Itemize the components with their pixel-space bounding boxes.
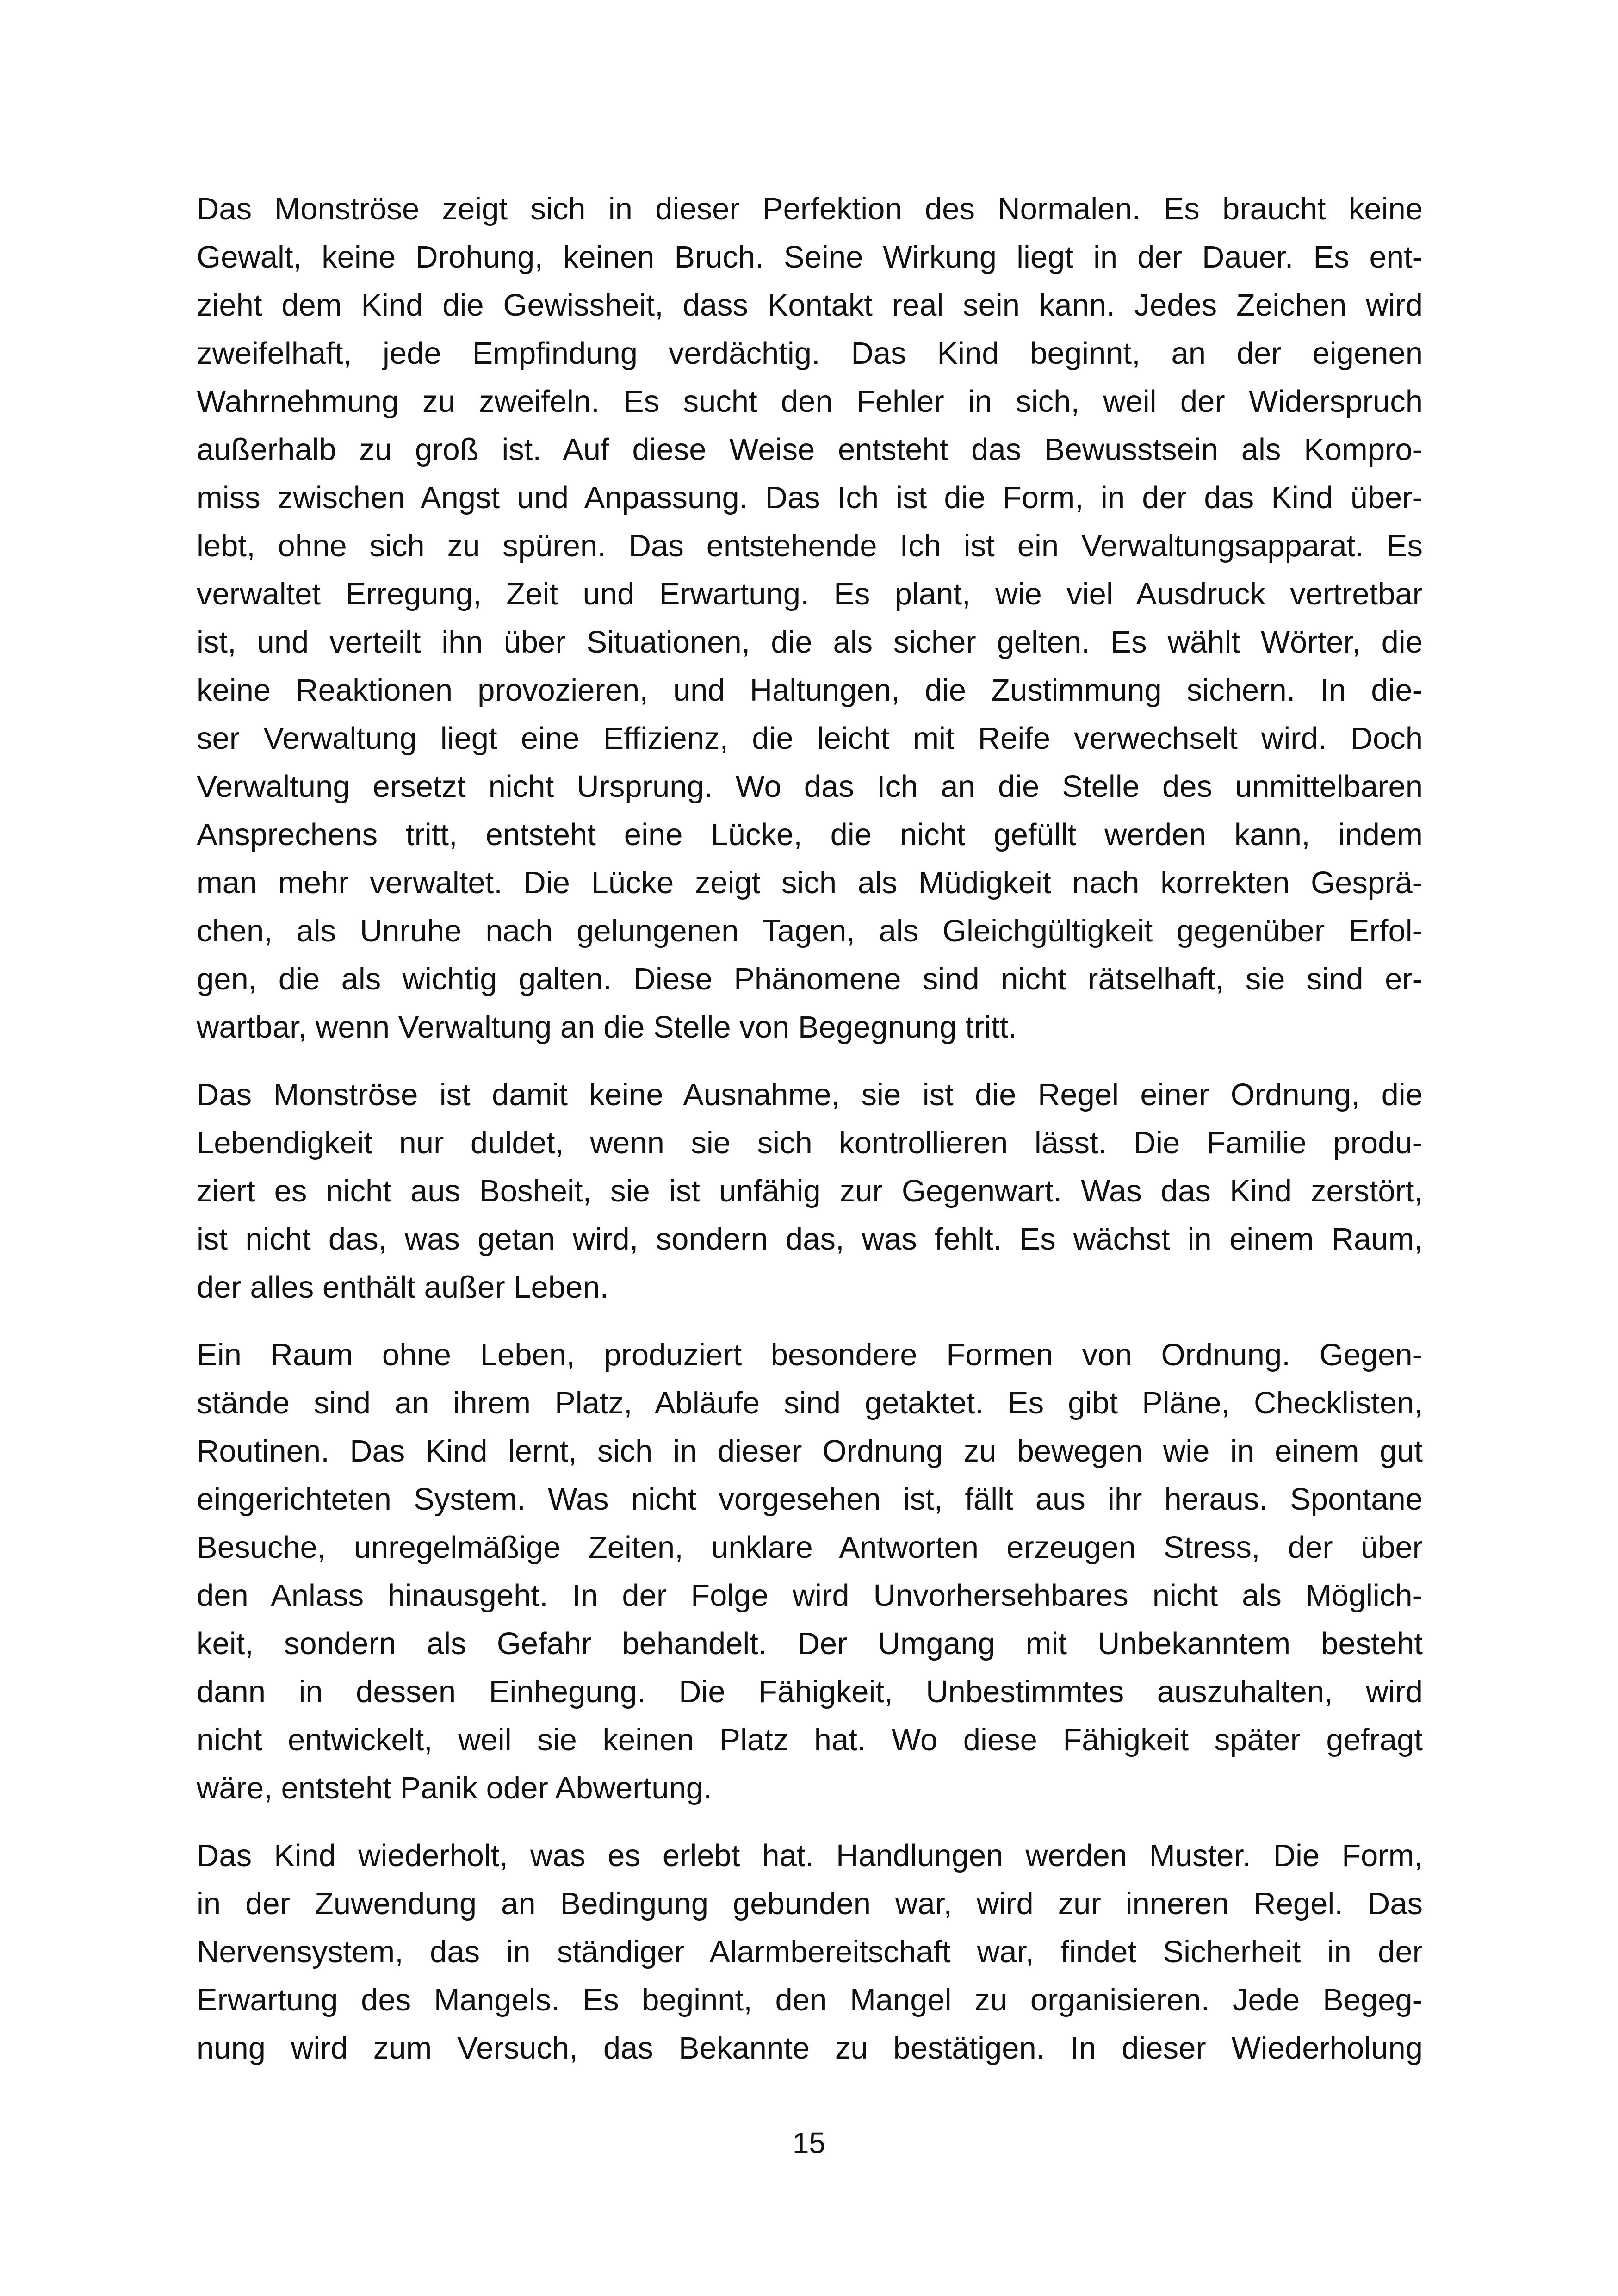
text-line: nicht entwickelt, weil sie keinen Platz hat. Wo diese Fähigkeit später gefragt: [197, 1723, 1423, 1757]
body-text: [197, 185, 1423, 2072]
text-line: gen, die als wichtig galten. Diese Phänomene sind nicht rätselhaft, sie sind er-: [197, 962, 1423, 996]
text-line: chen, als Unruhe nach gelungenen Tagen, als Gleichgültigkeit gegenüber Erfol-: [197, 914, 1423, 948]
text-line: ist, und verteilt ihn über Situationen, die als sicher gelten. Es wählt Wörter, die: [197, 625, 1423, 660]
paragraph: [197, 1331, 1423, 1812]
text-line: in der Zuwendung an Bedingung gebunden war, wird zur inneren Regel. Das: [197, 1886, 1423, 1921]
text-line: Das Monströse ist damit keine Ausnahme, sie ist die Regel einer Ordnung, die: [197, 1077, 1423, 1112]
text-line: wartbar, wenn Verwaltung an die Stelle von Begegnung tritt.: [197, 1010, 1017, 1045]
text-line: zieht dem Kind die Gewissheit, dass Kontakt real sein kann. Jedes Zeichen wird: [197, 288, 1423, 323]
text-line: verwaltet Erregung, Zeit und Erwartung. Es plant, wie viel Ausdruck vertretbar: [197, 577, 1423, 611]
text-line: Das Kind wiederholt, was es erlebt hat. Handlungen werden Muster. Die Form,: [197, 1838, 1423, 1873]
text-line: ziert es nicht aus Bosheit, sie ist unfähig zur Gegenwart. Was das Kind zerstört,: [197, 1174, 1423, 1208]
page-number: 15: [792, 2126, 826, 2159]
paragraph: [197, 185, 1423, 1052]
text-line: außerhalb zu groß ist. Auf diese Weise entsteht das Bewusstsein als Kompro-: [197, 432, 1423, 467]
text-line: Ein Raum ohne Leben, produziert besondere Formen von Ordnung. Gegen-: [197, 1338, 1423, 1372]
text-line: wäre, entsteht Panik oder Abwertung.: [197, 1771, 712, 1805]
text-line: miss zwischen Angst und Anpassung. Das Ich ist die Form, in der das Kind über-: [197, 480, 1423, 515]
text-line: zweifelhaft, jede Empfindung verdächtig. Das Kind beginnt, an der eigenen: [197, 336, 1423, 371]
text-line: Ansprechens tritt, entsteht eine Lücke, die nicht gefüllt werden kann, indem: [197, 817, 1423, 852]
text-line: keit, sondern als Gefahr behandelt. Der Umgang mit Unbekanntem besteht: [197, 1626, 1423, 1661]
text-line: Erwartung des Mangels. Es beginnt, den Mangel zu organisieren. Jede Begeg-: [197, 1983, 1423, 2017]
text-line: Routinen. Das Kind lernt, sich in dieser Ordnung zu bewegen wie in einem gut: [197, 1434, 1423, 1468]
text-line: Lebendigkeit nur duldet, wenn sie sich kontrollieren lässt. Die Familie produ-: [197, 1126, 1423, 1160]
text-line: man mehr verwaltet. Die Lücke zeigt sich als Müdigkeit nach korrekten Gesprä-: [197, 865, 1423, 900]
text-line: lebt, ohne sich zu spüren. Das entstehende Ich ist ein Verwaltungsapparat. Es: [197, 529, 1423, 563]
text-line: dann in dessen Einhegung. Die Fähigkeit, Unbestimmtes auszuhalten, wird: [197, 1674, 1423, 1709]
text-line: Nervensystem, das in ständiger Alarmbereitschaft war, findet Sicherheit in der: [197, 1935, 1423, 1969]
text-line: keine Reaktionen provozieren, und Haltungen, die Zustimmung sichern. In die-: [197, 673, 1423, 708]
text-line: Gewalt, keine Drohung, keinen Bruch. Seine Wirkung liegt in der Dauer. Es ent-: [197, 240, 1423, 274]
paragraph: [197, 1071, 1423, 1312]
text-line: Besuche, unregelmäßige Zeiten, unklare Antworten erzeugen Stress, der über: [197, 1530, 1423, 1565]
text-line: Das Monströse zeigt sich in dieser Perfektion des Normalen. Es braucht keine: [197, 192, 1423, 226]
text-line: der alles enthält außer Leben.: [197, 1270, 609, 1305]
text-line: nung wird zum Versuch, das Bekannte zu bestätigen. In dieser Wiederholung: [197, 2031, 1423, 2066]
text-line: stände sind an ihrem Platz, Abläufe sind getaktet. Es gibt Pläne, Checklisten,: [197, 1386, 1423, 1420]
text-line: eingerichteten System. Was nicht vorgesehen ist, fällt aus ihr heraus. Spontane: [197, 1482, 1423, 1517]
text-line: Wahrnehmung zu zweifeln. Es sucht den Fehler in sich, weil der Widerspruch: [197, 384, 1423, 419]
text-line: ist nicht das, was getan wird, sondern das, was fehlt. Es wächst in einem Raum,: [197, 1222, 1423, 1257]
text-line: den Anlass hinausgeht. In der Folge wird Unvorhersehbares nicht als Möglich-: [197, 1578, 1423, 1613]
text-line: Verwaltung ersetzt nicht Ursprung. Wo das Ich an die Stelle des unmittelbaren: [197, 769, 1423, 804]
text-line: ser Verwaltung liegt eine Effizienz, die leicht mit Reife verwechselt wird. Doch: [197, 721, 1423, 756]
paragraph: [197, 1832, 1423, 2072]
